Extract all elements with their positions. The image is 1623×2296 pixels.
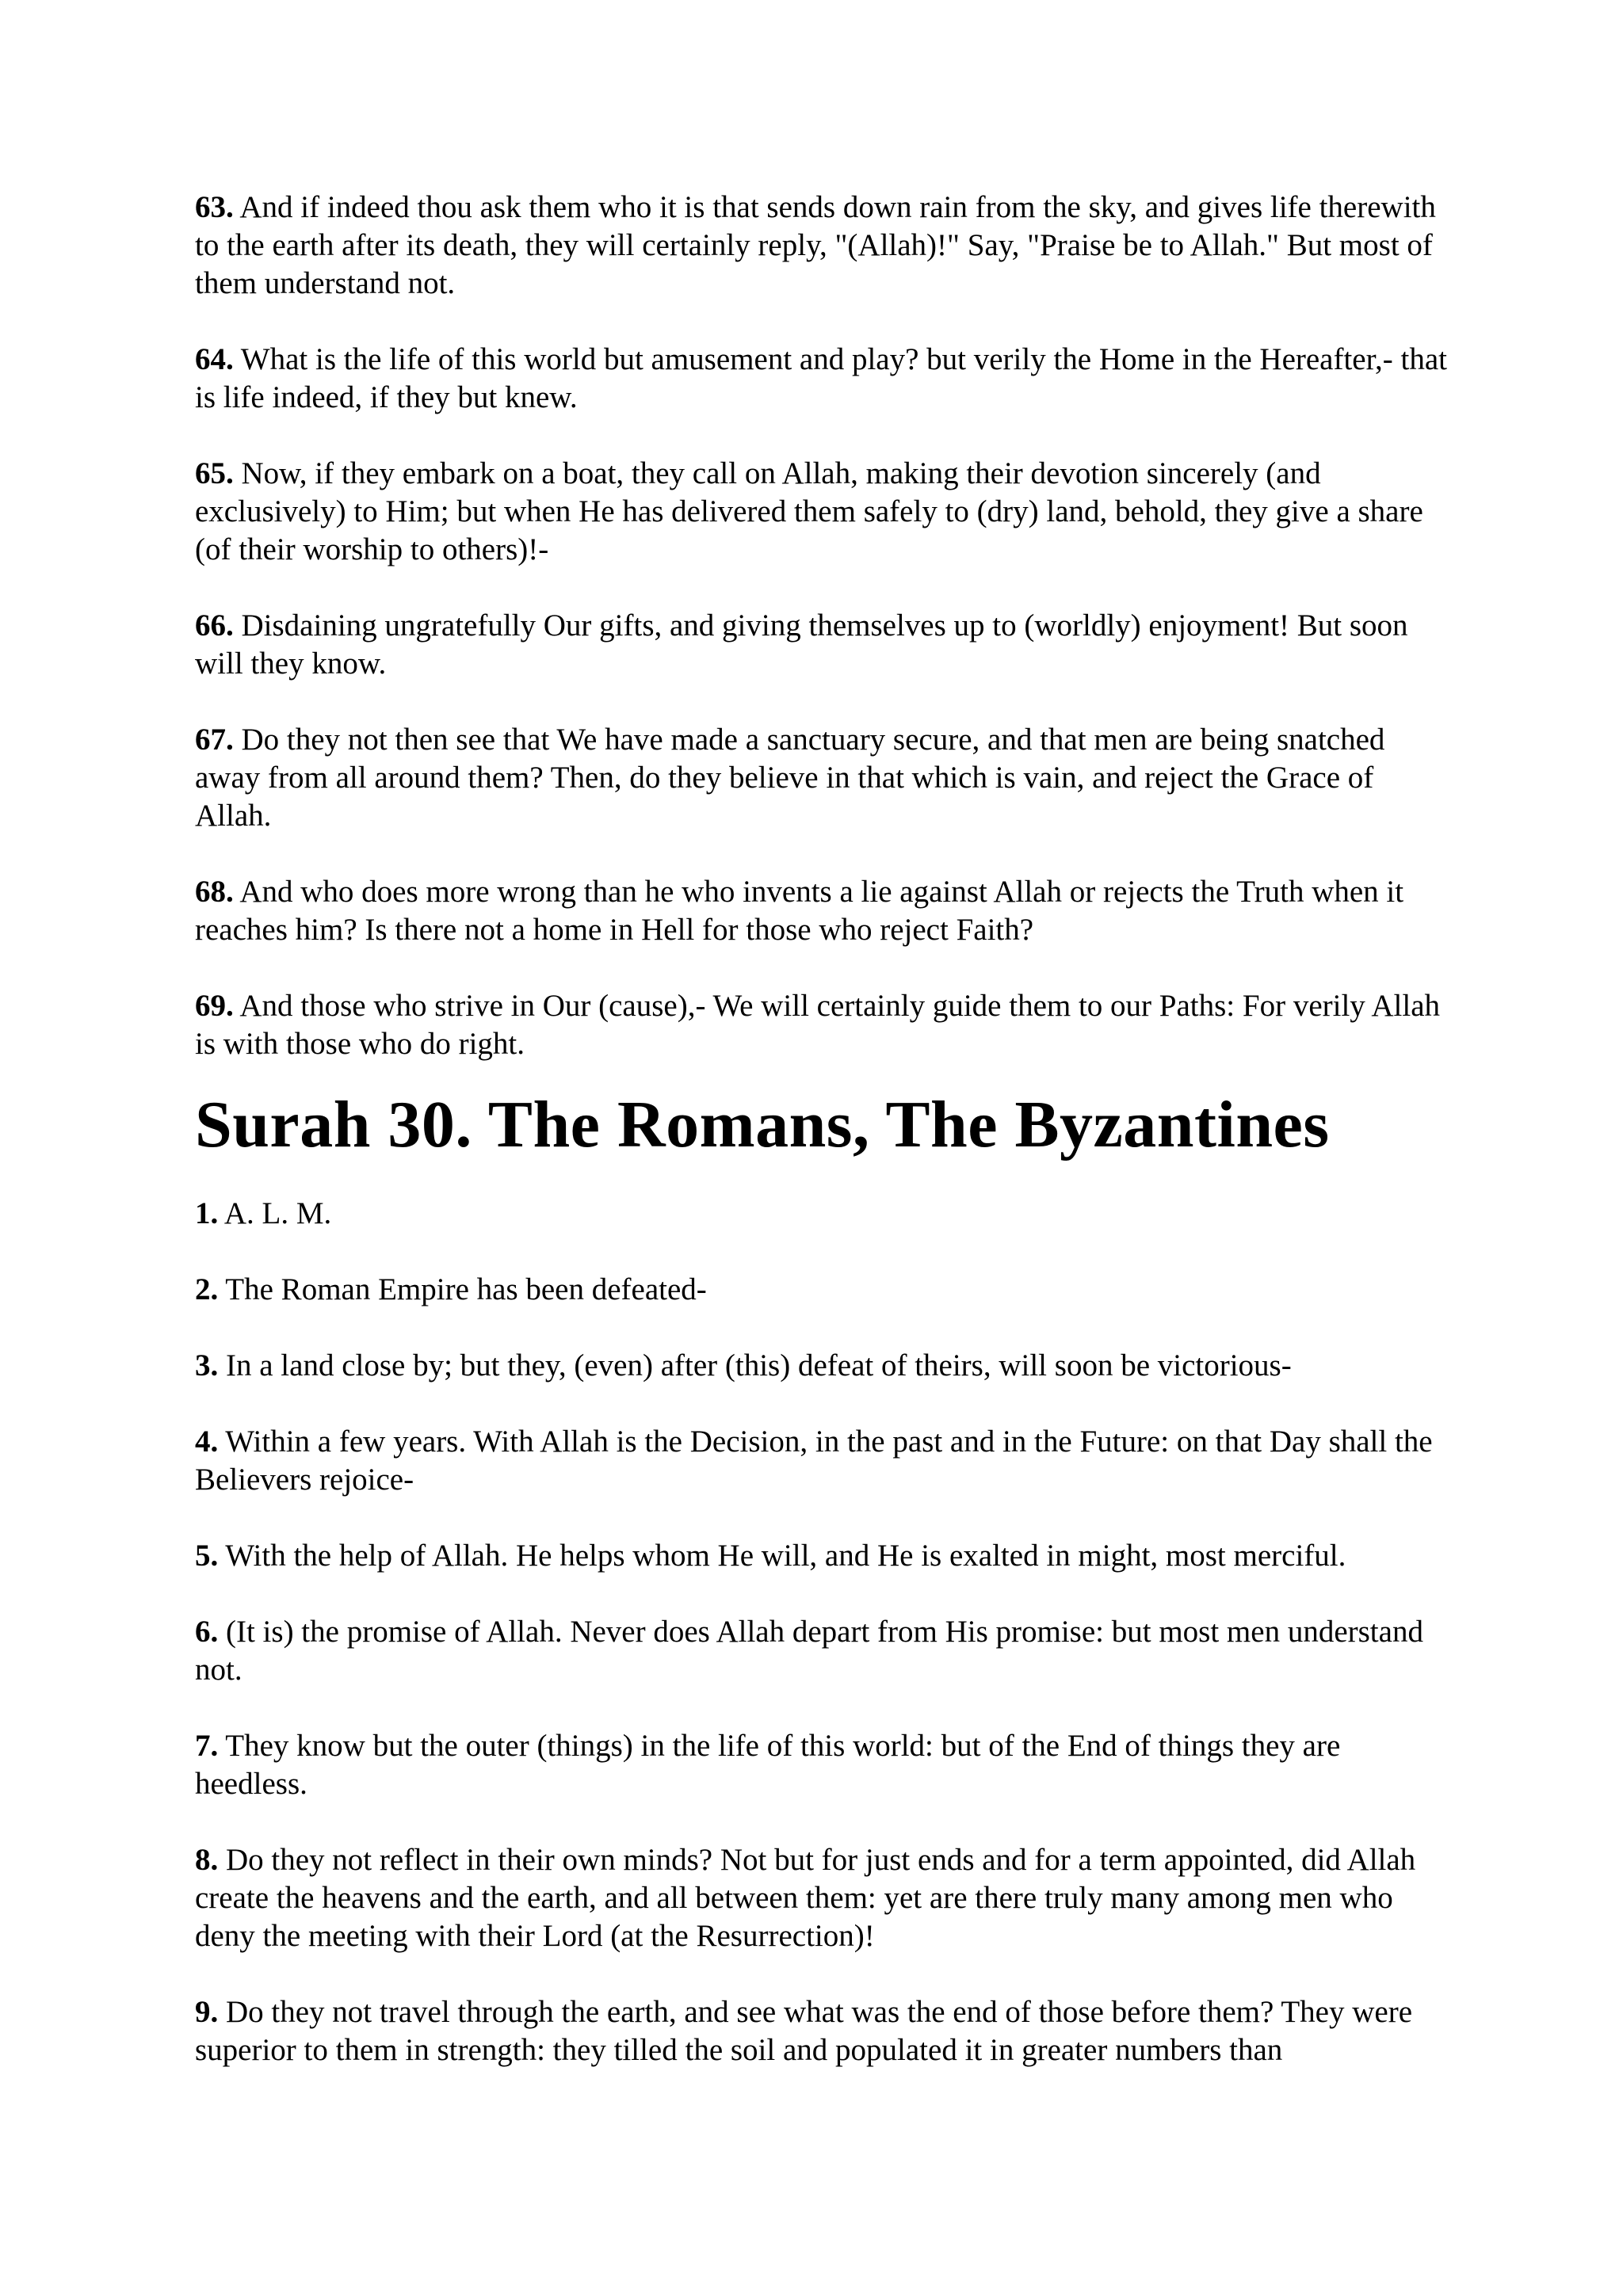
verse bbox=[195, 607, 1447, 683]
verse-number: 69. bbox=[195, 989, 234, 1023]
verse-number: 7. bbox=[195, 1729, 219, 1763]
verse-text: (It is) the promise of Allah. Never does Allah depart from His promise: but most men understand not. bbox=[195, 1615, 1423, 1687]
verse-number: 5. bbox=[195, 1539, 219, 1573]
verse-number: 4. bbox=[195, 1425, 219, 1459]
verse-text: Within a few years. With Allah is the Decision, in the past and in the Future: on that Day shall the Believers rejoice- bbox=[195, 1425, 1433, 1497]
verse-text: A. L. M. bbox=[218, 1196, 332, 1230]
verse bbox=[195, 873, 1447, 949]
verse bbox=[195, 1195, 1447, 1233]
verse-text: Disdaining ungratefully Our gifts, and giving themselves up to (worldly) enjoyment! But soon will they know. bbox=[195, 608, 1408, 681]
surah-heading: Surah 30. The Romans, The Byzantines bbox=[195, 1088, 1330, 1161]
verse-number: 63. bbox=[195, 190, 234, 224]
verse bbox=[195, 1537, 1447, 1575]
verse-text: Do they not travel through the earth, and see what was the end of those before them? They were superior to them in strength: they tilled the soil and populated it in greater numbers than bbox=[195, 1995, 1413, 2067]
verse-text: Do they not reflect in their own minds? Not but for just ends and for a term appointed, did Allah create the heavens and the earth, and all between them: yet are there truly many among men who deny the meeting with their Lord (at the Resurrection)! bbox=[195, 1843, 1416, 1953]
verse-text: What is the life of this world but amusement and play? but verily the Home in the Hereafter,- that is life indeed, if they but knew. bbox=[195, 342, 1448, 414]
verse-text: In a land close by; but they, (even) after (this) defeat of theirs, will soon be victorious- bbox=[218, 1348, 1292, 1383]
verse bbox=[195, 455, 1447, 569]
verse-number: 67. bbox=[195, 723, 234, 757]
verse-number: 68. bbox=[195, 875, 234, 909]
verse-text: And who does more wrong than he who invents a lie against Allah or rejects the Truth when it reaches him? Is there not a home in Hell for those who reject Faith? bbox=[195, 875, 1404, 947]
verse-number: 8. bbox=[195, 1843, 219, 1877]
verse-number: 9. bbox=[195, 1995, 219, 2029]
verse bbox=[195, 1423, 1447, 1499]
verse-text: With the help of Allah. He helps whom He will, and He is exalted in might, most merciful. bbox=[218, 1539, 1346, 1573]
verse bbox=[195, 1993, 1447, 2069]
verse bbox=[195, 1271, 1447, 1309]
verse-number: 64. bbox=[195, 342, 234, 376]
verse bbox=[195, 721, 1447, 835]
verse-text: And those who strive in Our (cause),- We will certainly guide them to our Paths: For verily Allah is with those who do right. bbox=[195, 989, 1441, 1061]
verse bbox=[195, 1727, 1447, 1803]
verse bbox=[195, 189, 1447, 303]
verse bbox=[195, 987, 1447, 1063]
verse-text: They know but the outer (things) in the life of this world: but of the End of things they are heedless. bbox=[195, 1729, 1341, 1801]
verse-text: Now, if they embark on a boat, they call on Allah, making their devotion sincerely (and exclusively) to Him; but when He has delivered them safely to (dry) land, behold, they give a share (of their worship to others)!- bbox=[195, 456, 1423, 566]
verse bbox=[195, 341, 1447, 417]
verse-number: 6. bbox=[195, 1615, 219, 1649]
verse bbox=[195, 1347, 1447, 1385]
verse bbox=[195, 1613, 1447, 1689]
verse-text: Do they not then see that We have made a sanctuary secure, and that men are being snatched away from all around them? Then, do they believe in that which is vain, and reject the Grace of Allah. bbox=[195, 723, 1385, 833]
document-page bbox=[195, 189, 1447, 2107]
verse-number: 2. bbox=[195, 1272, 219, 1306]
verse-number: 66. bbox=[195, 608, 234, 643]
verse-text: The Roman Empire has been defeated- bbox=[218, 1272, 707, 1306]
verse-text: And if indeed thou ask them who it is that sends down rain from the sky, and gives life therewith to the earth after its death, they will certainly reply, "(Allah)!" Say, "Praise be to Allah." But most of them understand not. bbox=[195, 190, 1436, 300]
verse-number: 3. bbox=[195, 1348, 219, 1383]
verse-number: 1. bbox=[195, 1196, 219, 1230]
verse-number: 65. bbox=[195, 456, 234, 490]
verse bbox=[195, 1841, 1447, 1955]
